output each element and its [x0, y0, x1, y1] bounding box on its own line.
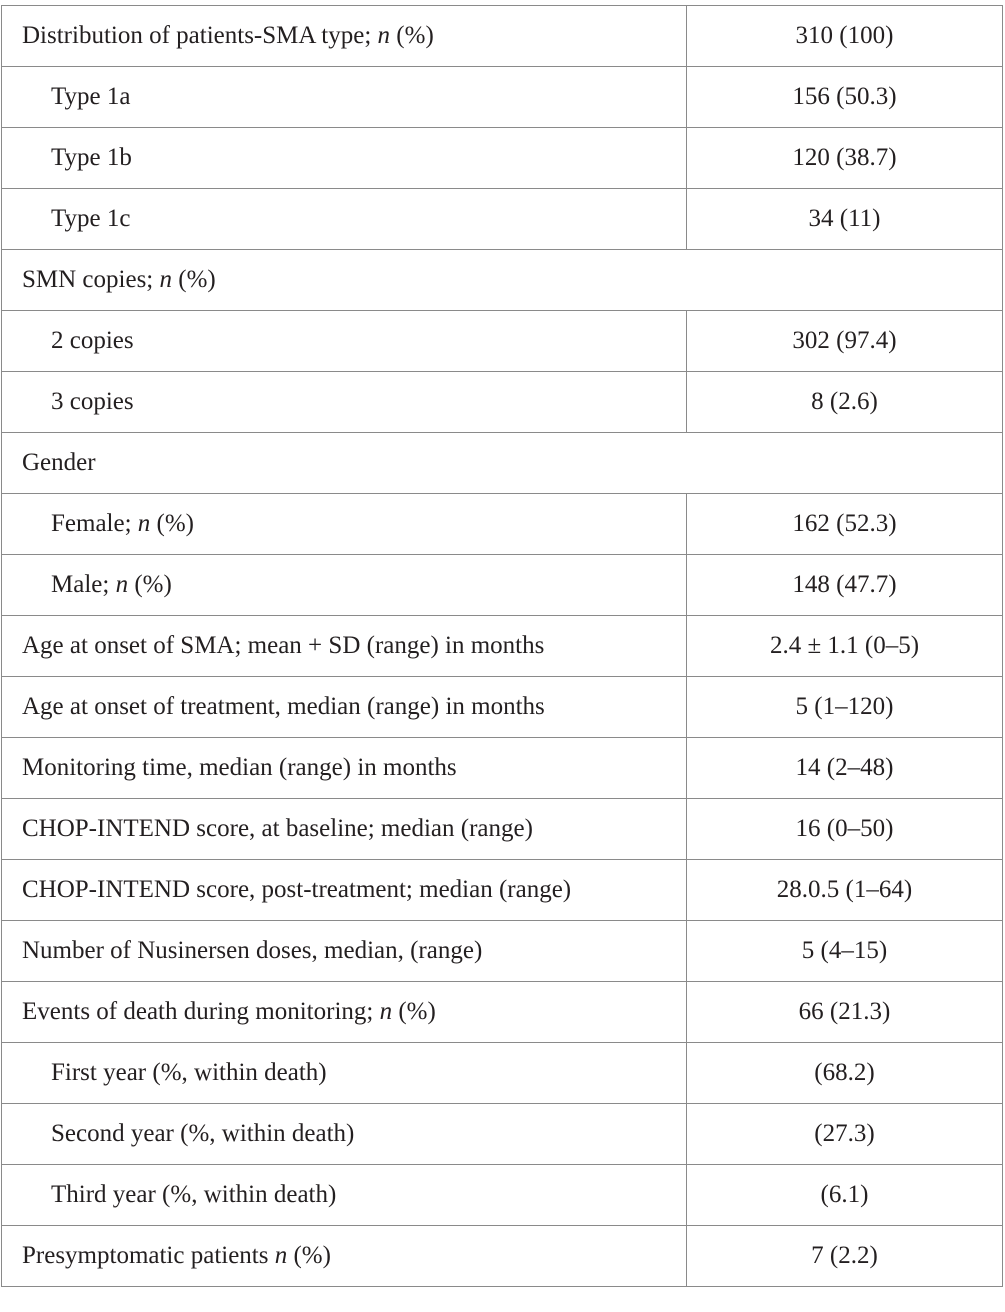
row-value: 34 (11) [687, 189, 1003, 250]
table-row [2, 982, 1003, 1043]
row-label [2, 67, 687, 128]
row-value: 2.4 ± 1.1 (0–5) [687, 616, 1003, 677]
row-value: 66 (21.3) [687, 982, 1003, 1043]
row-label [2, 555, 687, 616]
table-row [2, 799, 1003, 860]
row-label [2, 433, 1003, 494]
table-row [2, 128, 1003, 189]
row-label [2, 982, 687, 1043]
label-text: Distribution of patients-SMA type; [22, 22, 378, 49]
row-value: 162 (52.3) [687, 494, 1003, 555]
label-suffix: (%) [390, 22, 434, 49]
table-body [2, 6, 1003, 1287]
label-italic-n: n [379, 998, 393, 1025]
row-value: (6.1) [687, 1165, 1003, 1226]
row-value: (68.2) [687, 1043, 1003, 1104]
label-suffix: (%) [128, 571, 172, 598]
table-row [2, 311, 1003, 372]
table-row [2, 1165, 1003, 1226]
label-text: Male; [51, 571, 116, 598]
label-text: 2 copies [51, 327, 134, 354]
row-label [2, 6, 687, 67]
label-suffix: (%) [287, 1242, 331, 1269]
label-text: Monitoring time, median (range) in months [22, 754, 457, 781]
row-label [2, 372, 687, 433]
table-row [2, 189, 1003, 250]
table-row [2, 1226, 1003, 1287]
label-text: Age at onset of treatment, median (range) in months [22, 693, 545, 720]
row-value: 7 (2.2) [687, 1226, 1003, 1287]
label-text: Type 1a [51, 83, 131, 110]
label-italic-n: n [159, 266, 172, 293]
label-suffix: (%) [392, 998, 436, 1025]
label-text: Type 1c [51, 205, 131, 232]
label-text: Gender [22, 449, 96, 476]
row-value: 148 (47.7) [687, 555, 1003, 616]
label-text: Age at onset of SMA; mean + SD (range) in months [22, 632, 545, 659]
row-label [2, 311, 687, 372]
label-italic-n: n [115, 571, 129, 598]
row-label [2, 128, 687, 189]
label-text: Third year (%, within death) [51, 1181, 337, 1208]
label-text: Type 1b [51, 144, 132, 171]
table-row [2, 250, 1003, 311]
row-value: 8 (2.6) [687, 372, 1003, 433]
table-row [2, 738, 1003, 799]
label-suffix: (%) [150, 510, 195, 537]
row-value: 5 (4–15) [687, 921, 1003, 982]
table-row [2, 67, 1003, 128]
row-label [2, 616, 687, 677]
label-italic-n: n [137, 510, 151, 537]
table-row [2, 494, 1003, 555]
table-row [2, 1104, 1003, 1165]
label-suffix: (%) [172, 266, 216, 293]
row-label [2, 494, 687, 555]
table-row [2, 555, 1003, 616]
table-row [2, 860, 1003, 921]
label-text: 3 copies [51, 388, 134, 415]
row-value: 302 (97.4) [687, 311, 1003, 372]
row-label [2, 677, 687, 738]
label-text: First year (%, within death) [51, 1059, 327, 1086]
row-label [2, 860, 687, 921]
table-row [2, 372, 1003, 433]
row-label [2, 1043, 687, 1104]
row-value: (27.3) [687, 1104, 1003, 1165]
row-value: 310 (100) [687, 6, 1003, 67]
row-label [2, 1226, 687, 1287]
label-text: Female; [51, 510, 138, 537]
row-label [2, 921, 687, 982]
row-label [2, 189, 687, 250]
row-label [2, 1165, 687, 1226]
label-text: CHOP-INTEND score, at baseline; median (range) [22, 815, 533, 842]
row-value: 120 (38.7) [687, 128, 1003, 189]
label-text: Presymptomatic patients [22, 1242, 275, 1269]
row-label [2, 250, 1003, 311]
table-row [2, 616, 1003, 677]
row-label [2, 1104, 687, 1165]
label-italic-n: n [274, 1242, 288, 1269]
table-row [2, 921, 1003, 982]
table-row [2, 677, 1003, 738]
patient-characteristics-table [1, 5, 1003, 1287]
row-label [2, 799, 687, 860]
table-row [2, 6, 1003, 67]
row-value: 28.0.5 (1–64) [687, 860, 1003, 921]
table-row [2, 433, 1003, 494]
label-text: Second year (%, within death) [51, 1120, 355, 1147]
label-text: CHOP-INTEND score, post-treatment; median (range) [22, 876, 572, 903]
row-label [2, 738, 687, 799]
row-value: 156 (50.3) [687, 67, 1003, 128]
label-text: SMN copies; [22, 266, 160, 293]
label-text: Events of death during monitoring; [22, 998, 380, 1025]
row-value: 14 (2–48) [687, 738, 1003, 799]
label-text: Number of Nusinersen doses, median, (range) [22, 937, 483, 964]
table-row [2, 1043, 1003, 1104]
row-value: 16 (0–50) [687, 799, 1003, 860]
row-value: 5 (1–120) [687, 677, 1003, 738]
label-italic-n: n [377, 22, 391, 49]
